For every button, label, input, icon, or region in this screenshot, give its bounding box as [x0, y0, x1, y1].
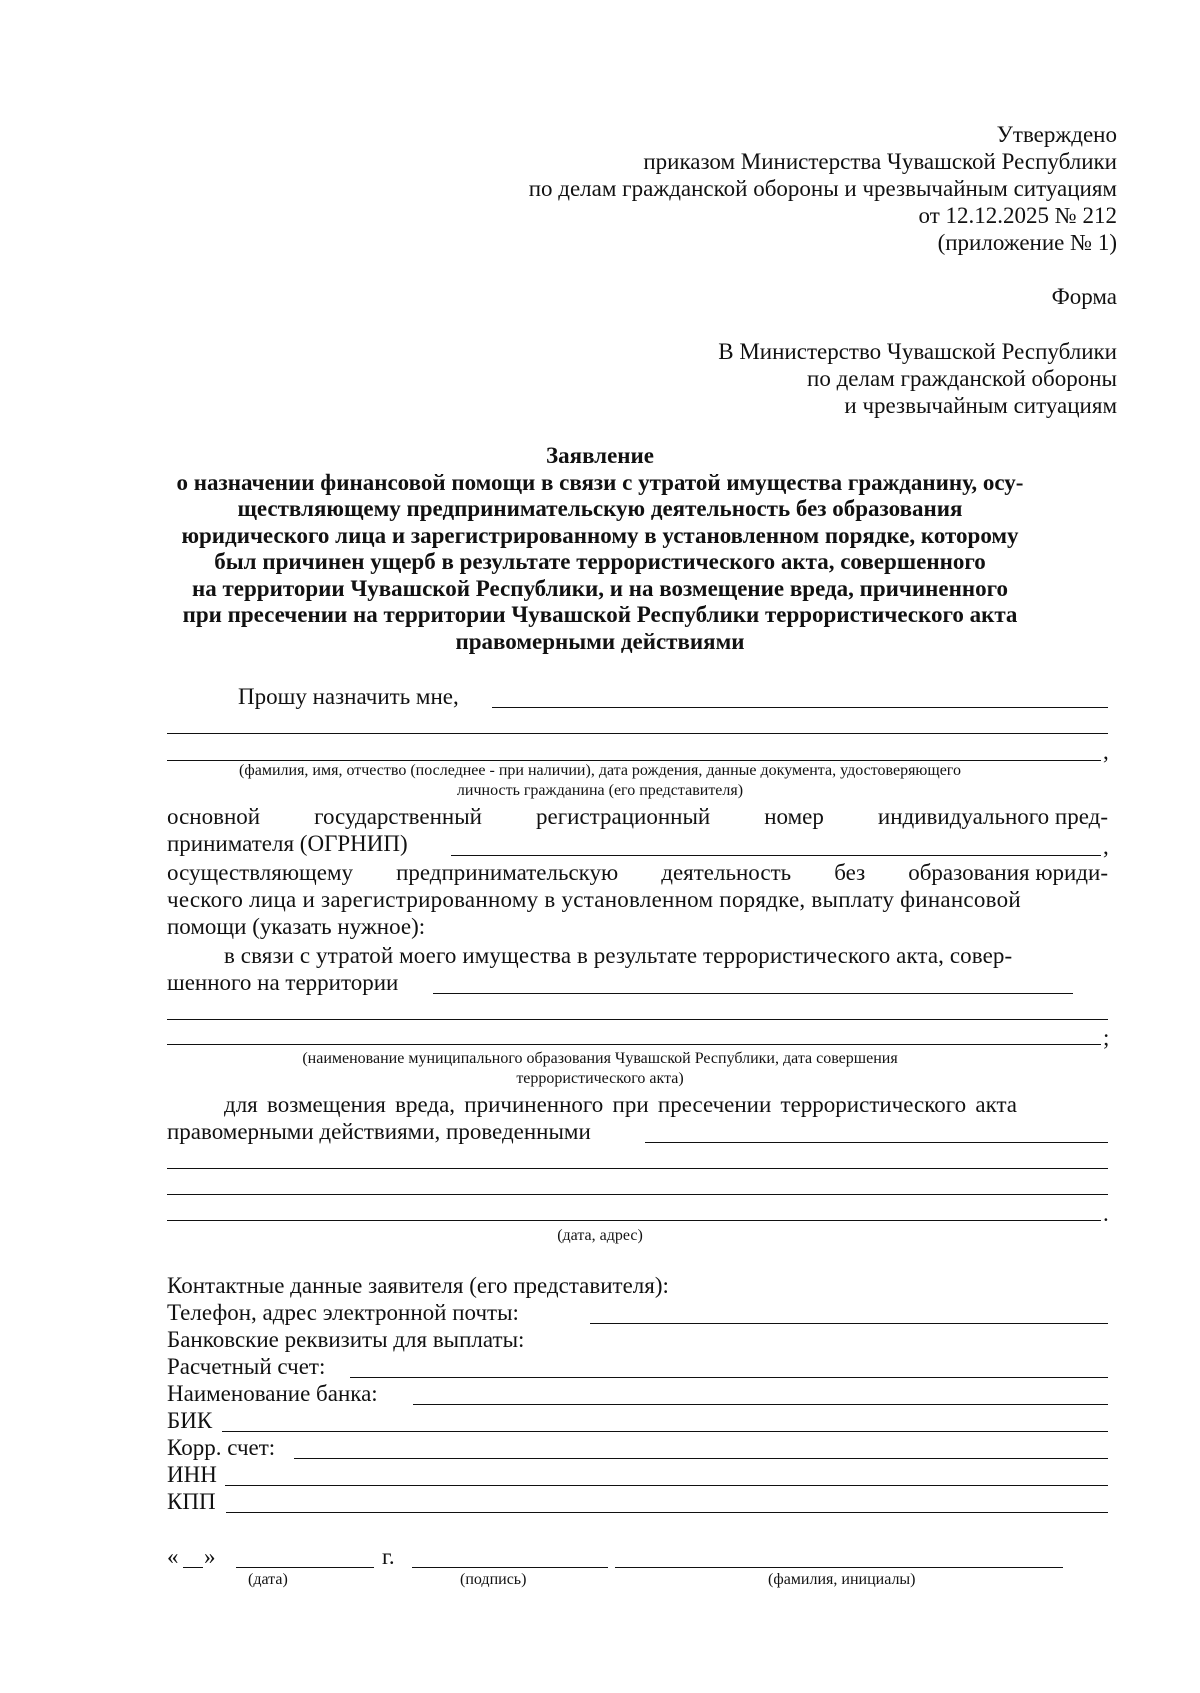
activity-line-1: осуществляющему предпринимательскую деятельность без образования юриди- — [167, 860, 1108, 885]
addressee-block — [718, 338, 1117, 419]
title-line: ществляющему предпринимательскую деятельность без образования — [237, 496, 963, 521]
applicant-caption: (фамилия, имя, отчество (последнее - при наличии), дата рождения, данные документа, удостоверяющего личность гражданина (его представителя) — [239, 762, 961, 799]
title-line: юридического лица и зарегистрированному в установленном порядке, которому — [181, 522, 1019, 548]
request-text: Прошу назначить мне, — [238, 684, 459, 709]
title-heading: Заявление — [545, 443, 655, 468]
bik-label: БИК — [167, 1408, 213, 1433]
full-name-field[interactable] — [615, 1567, 1063, 1568]
ogrnip-line-1: основной государственный регистрационный номер индивидуального пред- — [167, 804, 1108, 829]
harm-line-4-field[interactable] — [167, 1220, 1101, 1221]
activity-line-3: помощи (указать нужное): — [167, 914, 426, 939]
approval-line: Утверждено — [996, 122, 1117, 147]
applicant-name-field[interactable] — [492, 707, 1108, 708]
title-line: при пресечении на территории Чувашской Республики террористического акта — [182, 602, 1018, 627]
harm-line-3-field[interactable] — [167, 1194, 1108, 1195]
bik-field[interactable] — [222, 1431, 1108, 1432]
title-line: правомерными действиями — [455, 628, 745, 654]
approval-line: от 12.12.2025 № 212 — [918, 203, 1117, 228]
ogrnip-field[interactable] — [451, 855, 1101, 856]
inn-label: ИНН — [167, 1462, 217, 1487]
month-field[interactable] — [236, 1567, 374, 1568]
harm-line-2-field[interactable] — [167, 1168, 1108, 1169]
date-caption: (дата) — [248, 1571, 288, 1588]
comma-mark: , — [1103, 739, 1109, 764]
quote-close: » — [204, 1544, 216, 1569]
territory-field[interactable] — [433, 993, 1073, 994]
semicolon-mark: ; — [1103, 1025, 1110, 1050]
signature-field[interactable] — [412, 1567, 608, 1568]
bank-name-field[interactable] — [413, 1404, 1108, 1405]
bank-heading: Банковские реквизиты для выплаты: — [167, 1327, 525, 1352]
title-line: о назначении финансовой помощи в связи с утратой имущества гражданину, осу- — [176, 469, 1024, 495]
approval-line: приказом Министерства Чувашской Республики — [643, 149, 1117, 174]
account-field[interactable] — [350, 1377, 1108, 1378]
kpp-field[interactable] — [226, 1512, 1108, 1513]
loss-line-1: в связи с утратой моего имущества в результате террористического акта, совер- — [224, 943, 1013, 968]
contacts-heading: Контактные данные заявителя (его представителя): — [167, 1273, 669, 1298]
harm-line-2: правомерными действиями, проведенными — [167, 1119, 591, 1144]
approval-line: (приложение № 1) — [937, 230, 1117, 255]
date-address-caption: (дата, адрес) — [557, 1227, 643, 1244]
addressee-line: В Министерство Чувашской Республики — [718, 339, 1117, 364]
activity-line-2: ческого лица и зарегистрированному в установленном порядке, выплату финансовой — [167, 887, 1021, 912]
approval-line: по делам гражданской обороны и чрезвычайным ситуациям — [528, 176, 1117, 201]
addressee-line: по делам гражданской обороны — [807, 366, 1117, 391]
loss-line-2: шенного на территории — [167, 970, 399, 995]
bank-name-label: Наименование банка: — [167, 1381, 378, 1406]
ogrnip-label: принимателя (ОГРНИП) — [167, 831, 408, 856]
municipality-caption: (наименование муниципального образования Чувашской Республики, дата совершения террористического акта) — [302, 1050, 898, 1087]
account-label: Расчетный счет: — [167, 1354, 326, 1379]
year-suffix: г. — [382, 1544, 395, 1569]
inn-field[interactable] — [225, 1485, 1108, 1486]
title-line: на территории Чувашской Республики, и на возмещение вреда, причиненного — [192, 575, 1008, 601]
corr-account-label: Корр. счет: — [167, 1435, 276, 1460]
harm-line-1: для возмещения вреда, причиненного при пресечении террористического акта — [224, 1092, 1017, 1117]
kpp-label: КПП — [167, 1489, 216, 1514]
addressee-line: и чрезвычайным ситуациям — [844, 393, 1117, 418]
name-caption: (фамилия, инициалы) — [768, 1571, 916, 1588]
phone-email-label: Телефон, адрес электронной почты: — [167, 1300, 519, 1325]
document-title — [150, 443, 1050, 655]
applicant-line-2[interactable] — [167, 733, 1108, 734]
period-mark: . — [1103, 1201, 1109, 1226]
harm-field[interactable] — [645, 1142, 1108, 1143]
title-line: был причинен ущерб в результате террористического акта, совершенного — [214, 549, 986, 574]
quote-open: « — [167, 1544, 179, 1569]
corr-account-field[interactable] — [294, 1458, 1108, 1459]
phone-email-field[interactable] — [590, 1323, 1108, 1324]
territory-line-3[interactable] — [167, 1044, 1101, 1045]
territory-line-2[interactable] — [167, 1019, 1108, 1020]
comma-mark: , — [1103, 834, 1109, 859]
form-label: Форма — [1051, 284, 1117, 309]
approval-block — [529, 121, 1117, 256]
signature-caption: (подпись) — [460, 1571, 527, 1588]
day-field[interactable] — [183, 1567, 203, 1568]
